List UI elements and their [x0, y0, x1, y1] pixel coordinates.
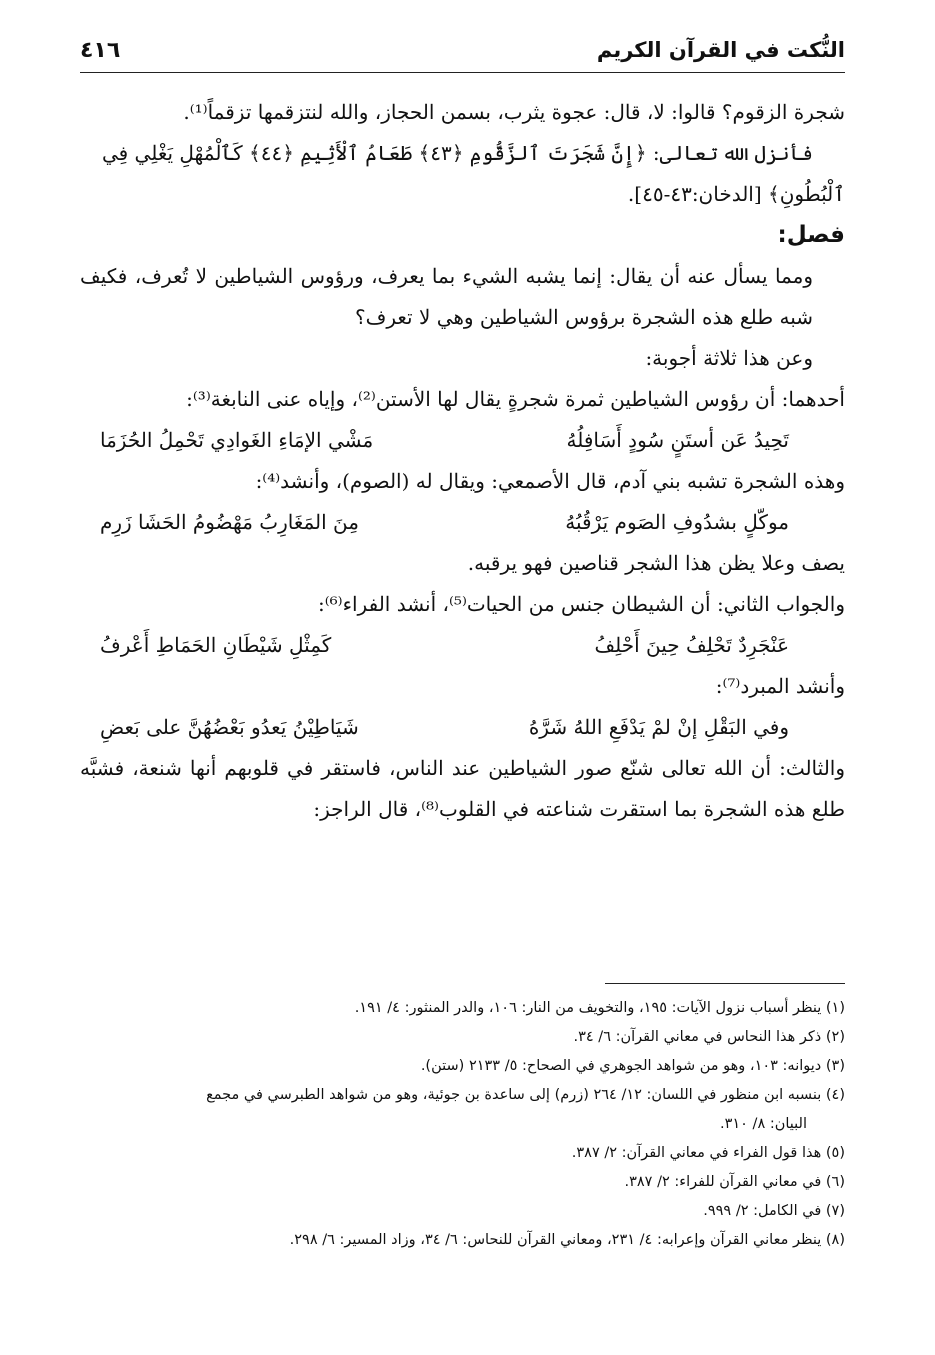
- paragraph: وأنشد المبرد⁽⁷⁾:: [715, 674, 845, 698]
- footnote: (٣) ديوانه: ١٠٣، وهو من شواهد الجوهري في الصحاح: ٥/ ٢١٣٣ (ستن).: [420, 1058, 845, 1074]
- paragraph: وهذه الشجرة تشبه بني آدم، قال الأصمعي: ويقال له (الصوم)، وأنشد⁽⁴⁾:: [255, 469, 845, 493]
- hemistich-first: تَحِيدُ عَن أستَنٍ سُودٍ أَسَافِلُهُ: [566, 428, 789, 452]
- footnote: (١) ينظر أسباب نزول الآيات: ١٩٥، والتخويف من النار: ١٠٦، والدر المنثور: ٤/ ١٩١.: [354, 1000, 845, 1016]
- main-text: [80, 92, 845, 830]
- footnote-separator: [605, 983, 845, 984]
- page-number: ٤١٦: [80, 38, 121, 63]
- hemistich-second: مِنَ المَغَارِبُ مَهْضُومُ الحَشَا زَرِم: [100, 510, 359, 534]
- footnote: (٤) بنسبه ابن منظور في اللسان: ١٢/ ٢٦٤ (زرم) إلى ساعدة بن جوئية، وهو من شواهد الطبرسي في مجمع: [206, 1087, 845, 1103]
- hemistich-second: مَشْي الإمَاءِ الغَوادِي تَحْمِلُ الحُزَمَا: [100, 428, 374, 452]
- quran-verse-reference: ٱلْبُطُونِ﴾ [الدخان:٤٣-٤٥].: [627, 182, 845, 206]
- poetry-line: [80, 420, 845, 461]
- footnote: (٨) ينظر معاني القرآن وإعرابه: ٤/ ٢٣١، ومعاني القرآن للنحاس: ٦/ ٣٤، وزاد المسير: ٦/ ٢٩٨.: [289, 1232, 845, 1248]
- hemistich-first: عَنْجَرِدٌ تَحْلِفُ حِينَ أَحْلِفُ: [594, 633, 789, 657]
- quran-verse-paragraph: فأنزل الله تعالى: ﴿إِنَّ شَجَرَتَ ٱلزَّقُّومِ ﴿٤٣﴾ طَعَامُ ٱلْأَثِيمِ ﴿٤٤﴾ كَٱلْمُهْلِ يَغْلِي فِي: [101, 141, 813, 165]
- footnote: (٦) في معاني القرآن للفراء: ٢/ ٣٨٧.: [624, 1174, 845, 1190]
- footnote: (٢) ذكر هذا النحاس في معاني القرآن: ٦/ ٣٤.: [573, 1029, 845, 1045]
- paragraph: أحدهما: أن رؤوس الشياطين ثمرة شجرةٍ يقال لها الأستن⁽²⁾، وإياه عنى النابغة⁽³⁾:: [186, 387, 845, 411]
- section-heading: فصل:: [777, 222, 845, 248]
- footnote-continuation: البيان: ٨/ ٣١٠.: [719, 1116, 807, 1132]
- paragraph: والثالث: أن الله تعالى شنّع صور الشياطين عند الناس، فاستقر في قلوبهم أنها شنعة، فشبَّه طلع هذه الشجرة بما استقرت شناعته في القلوب⁽⁸⁾، قال الراجز:: [80, 756, 845, 821]
- book-title: النُّكت في القرآن الكريم: [596, 38, 845, 62]
- poetry-line: [80, 707, 845, 748]
- poetry-line: [80, 625, 845, 666]
- paragraph: والجواب الثاني: أن الشيطان جنس من الحيات⁽⁵⁾، أنشد الفراء⁽⁶⁾:: [317, 592, 845, 616]
- footnotes: [80, 994, 845, 1255]
- hemistich-second: شَيَاطِيْنُ يَعدُو بَعْضُهُنَّ على بَعضِ: [100, 715, 359, 739]
- footnote: (٧) في الكامل: ٢/ ٩٩٩.: [703, 1203, 845, 1219]
- poetry-line: [80, 502, 845, 543]
- hemistich-first: وفي البَقْلِ إنْ لمْ يَدْفَعِ اللهُ شَرَّهُ: [528, 715, 789, 739]
- paragraph: يصف وعلا يظن هذا الشجر قناصين فهو يرقبه.: [467, 551, 845, 575]
- footnote: (٥) هذا قول الفراء في معاني القرآن: ٢/ ٣٨٧.: [571, 1145, 845, 1161]
- paragraph: شجرة الزقوم؟ قالوا: لا، قال: عجوة يثرب، بسمن الحجاز، والله لنتزقمها تزقماً⁽¹⁾.: [183, 100, 845, 124]
- running-header: [80, 38, 845, 73]
- hemistich-second: كَمِثْلِ شَيْطَانِ الحَمَاطِ أَعْرفُ: [100, 633, 332, 657]
- paragraph: وعن هذا ثلاثة أجوبة:: [645, 346, 813, 370]
- paragraph: ومما يسأل عنه أن يقال: إنما يشبه الشيء بما يعرف، ورؤوس الشياطين لا تُعرف، فكيف شبه طلع هذه الشجرة برؤوس الشياطين وهي لا تعرف؟: [80, 264, 813, 329]
- hemistich-first: موكّلٍ بشدُوفِ الصَوم يَرْقُبُهُ: [565, 510, 789, 534]
